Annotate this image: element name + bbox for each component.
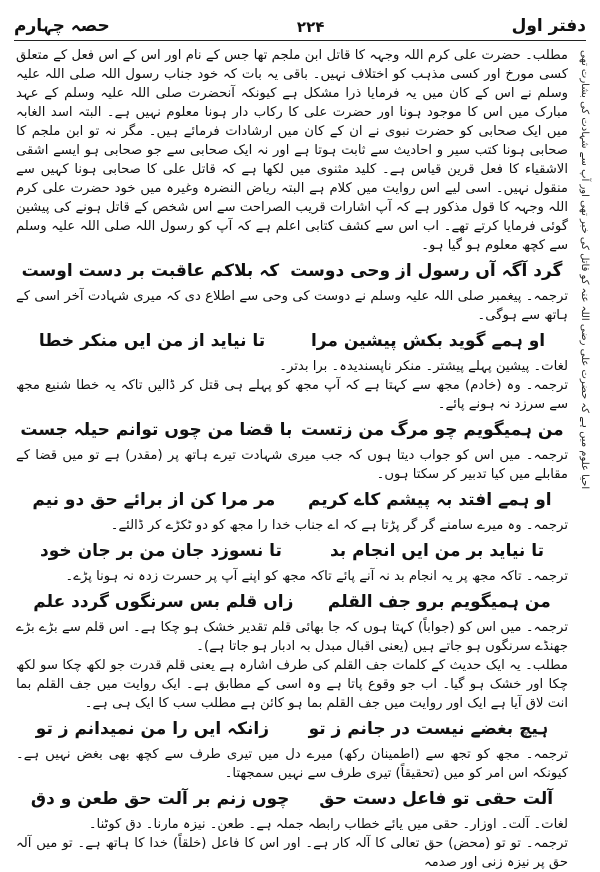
paragraph: مطلب۔ یہ ایک حدیث کے کلمات جف القلم کی طرف اشارہ ہے یعنی قلم قدرت جو لکھ چکا سو لکھ چکا اور خشک ہو گیا۔ اب جو وقوع پاتا ہے وہ اسی کے مطابق ہے۔ ایک روایت میں جف القلم بما انت لاق آیا ہے ایک اور روایت میں جف القلم بما ہو کائن ہے مطلب سب کا ایک ہی ہے۔ (16, 658, 568, 711)
verse (16, 485, 568, 515)
verse-hemistich-second: با قضا من چوں توانم حیلہ جست (20, 420, 293, 440)
paragraph: ترجمہ۔ میں اس کو جواب دیتا ہوں کہ جب میری شہادت تیرے ہاتھ پر (مقدر) ہے تو میں قضا کے مقابلے میں کیا تدبیر کر سکتا ہوں۔ (16, 448, 568, 482)
verse-hemistich-first: آلت حقی تو فاعل دست حق (319, 789, 554, 809)
page-body (16, 46, 568, 870)
paragraph: لغات۔ پیشین پہلے پیشتر۔ منکر ناپسندیدہ۔ برا بدتر۔ (279, 359, 568, 374)
paragraph: مطلب۔ حضرت علی کرم اللہ وجہہ کا قاتل ابن ملجم تھا جس کے نام اور اس کے اس فعل کے متعلق کسی مورخ اور کسی مذہب کو اختلاف نہیں۔ باقی یہ بات کہ خود جناب رسول اللہ صلی اللہ علیہ وسلم نے اس کے کان میں یہ فرمایا ذرا مشکل ہے کیونکہ آنحضرت صلی اللہ علیہ وسلم کے عہد مبارک میں اس کا موجود ہونا اور حضرت علی کا رکاب دار ہونا معلوم نہیں ہے۔ البتہ اسد الغابہ میں ایک صحابی کو حضرت نبوی نے ان کے کان میں ارشادات فرمائے ہیں۔ مگر نہ تو ابن ملجم کا صحابی ہونا کتب سیر و احادیث سے ثابت ہوتا ہے اور نہ ایک صحابی سے جو صحابی ہو ایسے اشقی الاشقیاء کا فعل قرین قیاس ہے۔ کلید مثنوی میں لکھا ہے کہ قاتل علی کا صحابی ہونا کہیں سے منقول نہیں۔ اسی لیے اس روایت میں کلام ہے البتہ ریاض النضرہ وغیرہ میں خود حضرت علی کرم اللہ وجہہ کا قول مذکور ہے کہ آپ اشارات قریب الصراحت سے اس شخص کے قاتل ہونے کی پیشین گوئی فرمایا کرتے تھے۔ اب اس سے کشف کتابی اعلم ہے کہ آپ کو رسول اللہ صلی اللہ علیہ وسلم سے کچھ معلوم ہو گیا ہو۔ (16, 48, 568, 253)
paragraph: لغات۔ آلت۔ اوزار۔ حقی میں یائے خطاب رابطہ جملہ ہے۔ طعن۔ نیزہ مارنا۔ دق کوٹنا۔ (88, 817, 568, 832)
verse-hemistich-first: گرد آگہ آں رسول از وحی دوست (290, 261, 563, 281)
page-header (14, 6, 586, 36)
verse-hemistich-first: من ہمیگویم چو مرگ من زتست (301, 420, 564, 440)
verse-hemistich-second: تا نسوزد جان من بر جان خود (40, 541, 282, 561)
verse (16, 256, 568, 286)
page-number: ۲۲۴ (296, 18, 325, 36)
verse-hemistich-second: زاں قلم بس سرنگوں گردد علم (33, 592, 294, 612)
verse-hemistich-second: کہ بلاکم عاقبت بر دست اوست (21, 261, 280, 281)
verse-hemistich-first: او ہمے افتد بہ پیشم کاے کریم (307, 490, 552, 510)
verse-hemistich-first: من ہمیگویم برو جف القلم (327, 592, 551, 612)
header-rule (14, 40, 586, 41)
verse-hemistich-second: تا نیاید از من ایں منکر خطا (38, 331, 266, 351)
verse (16, 587, 568, 617)
verse-hemistich-second: مر مرا کن از برائے حق دو نیم (32, 490, 276, 510)
paragraph: ترجمہ۔ تو تو (محض) حق تعالی کا آلہ کار ہے۔ اور اس کا فاعل (خلقاً) خدا کا ہاتھ ہے۔ تو میں آلہ حق پر نیزہ زنی اور صدمہ (16, 836, 568, 870)
paragraph: ترجمہ۔ تاکہ مجھ پر یہ انجام بد نہ آنے پائے تاکہ مجھ کو اپنے آپ پر حسرت زدہ نہ ہونا پڑے۔ (65, 569, 568, 584)
page (14, 6, 590, 870)
header-part-title: حصہ چہارم (14, 16, 110, 36)
verse (16, 415, 568, 445)
verse (16, 326, 568, 356)
paragraph: ترجمہ۔ پیغمبر صلی اللہ علیہ وسلم نے دوست کی وحی سے اطلاع دی کہ میری شہادت آخر اسی کے ہاتھ سے ہوگی۔ (16, 289, 568, 323)
verse (16, 784, 568, 814)
verse-hemistich-first: او ہمے گوید بکش پیشین مرا (310, 331, 546, 351)
verse-hemistich-first: ہیچ بغضے نیست در جانم ز تو (308, 719, 549, 739)
verse (16, 714, 568, 744)
verse (16, 536, 568, 566)
margin-note: احیا علوم میں ہے کہ حضرت علی رضی اللہ عنہ کو قاتل کی خبر تھی اور آپ سے شہادت کی بشارت تھی (579, 50, 590, 490)
verse-hemistich-second: چوں زنم بر آلت حق طعن و دق (30, 789, 290, 809)
verse-hemistich-second: زانکہ ایں را من نمیدانم ز تو (35, 719, 270, 739)
paragraph: ترجمہ۔ مجھ کو تجھ سے (اطمینان رکھ) میرے دل میں تیری طرف سے کچھ بھی بغض نہیں ہے۔ کیونکہ اس امر کو میں (تحقیقاً) تیری طرف سے نہیں سمجھتا۔ (16, 747, 568, 781)
paragraph: ترجمہ۔ میں اس کو (جواباً) کہتا ہوں کہ جا بھائی قلم تقدیر خشک ہو چکا ہے۔ اس قلم سے بڑے بڑے جھنڈے سرنگوں ہو جاتے ہیں (یعنی اقبال مبدل بہ ادبار ہو جاتا ہے)۔ (16, 620, 568, 654)
header-book-title: دفتر اول (511, 16, 586, 36)
paragraph: ترجمہ۔ وہ میرے سامنے گر گر پڑتا ہے کہ اے جناب خدا را مجھ کو دو ٹکڑے کر ڈالئے۔ (110, 518, 568, 533)
paragraph: ترجمہ۔ وہ (خادم) مجھ سے کہتا ہے کہ آپ مجھ کو پہلے ہی قتل کر ڈالیں تاکہ یہ خطا شنیع مجھ سے سرزد نہ ہونے پائے۔ (16, 378, 568, 412)
verse-hemistich-first: تا نیاید بر من ایں انجام بد (329, 541, 544, 561)
